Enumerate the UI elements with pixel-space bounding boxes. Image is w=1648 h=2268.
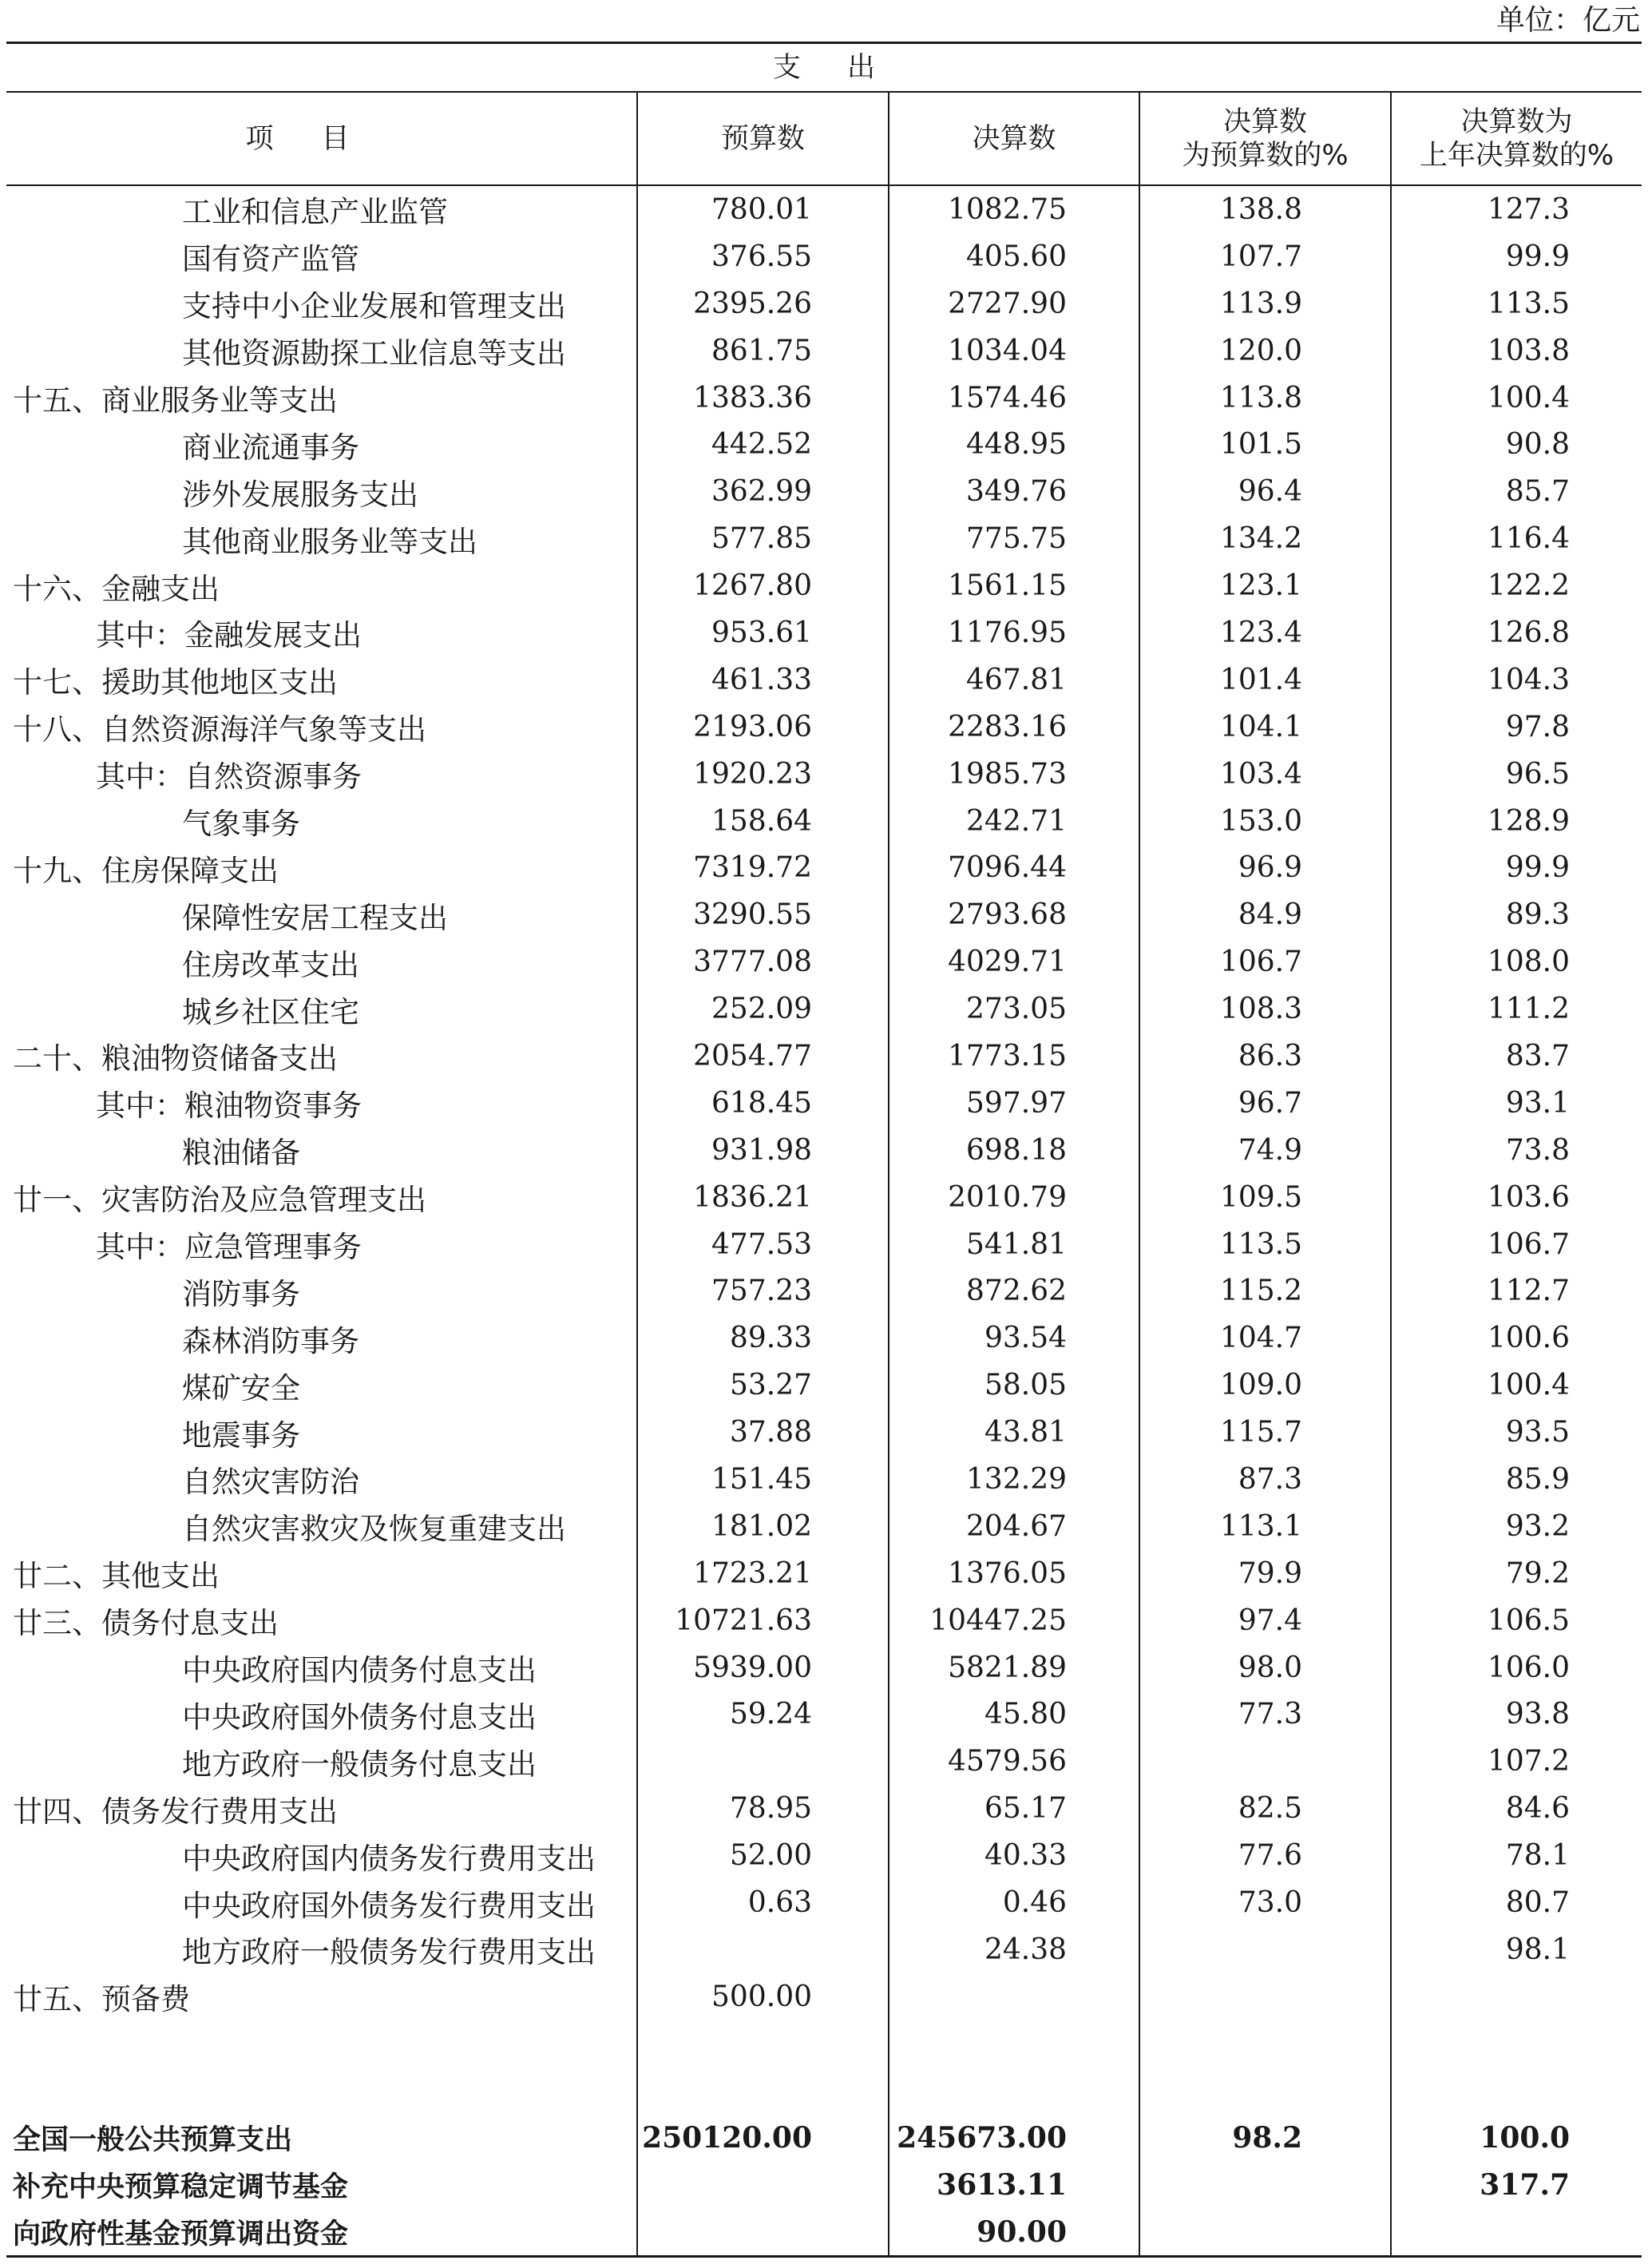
- cell-budget: 376.55: [637, 233, 889, 280]
- cell-item: 其中：粮油物资事务: [96, 1088, 362, 1124]
- table-row: [6, 1691, 1642, 1739]
- cell-final: 5821.89: [889, 1644, 1139, 1691]
- cell-pct-budget: 101.4: [1139, 656, 1391, 704]
- table-row: [6, 1456, 1642, 1503]
- cell-final: 1034.04: [889, 327, 1139, 375]
- cell-pct-prev: 122.2: [1391, 562, 1642, 609]
- cell-pct-budget: 106.7: [1139, 938, 1391, 985]
- table-row: [6, 656, 1642, 704]
- table-row: [6, 1409, 1642, 1456]
- table-row: [6, 609, 1642, 656]
- cell-budget: 151.45: [637, 1456, 889, 1503]
- cell-budget: 1723.21: [637, 1550, 889, 1597]
- cell-pct-prev: 93.1: [1391, 1080, 1642, 1127]
- cell-budget: 2054.77: [637, 1033, 889, 1080]
- cell-pct-prev: 83.7: [1391, 1033, 1642, 1080]
- cell-budget: 10721.63: [637, 1597, 889, 1644]
- cell-pct-budget: [1139, 1926, 1391, 1973]
- table-row: [6, 1926, 1642, 1973]
- table-body: [6, 185, 1642, 2257]
- column-header-row: [6, 92, 1642, 185]
- table-row: [6, 1033, 1642, 1080]
- cell-final: 0.46: [889, 1879, 1139, 1926]
- cell-pct-prev: 93.5: [1391, 1409, 1642, 1456]
- cell-final: 7096.44: [889, 844, 1139, 891]
- cell-pct-budget: 113.9: [1139, 280, 1391, 327]
- cell-budget: 861.75: [637, 327, 889, 375]
- cell-pct-prev: 126.8: [1391, 609, 1642, 656]
- cell-pct-budget: 96.9: [1139, 844, 1391, 891]
- col-header-final: 决算数: [889, 92, 1139, 185]
- cell-pct-budget: 74.9: [1139, 1127, 1391, 1174]
- cell-final: 132.29: [889, 1456, 1139, 1503]
- cell-budget: 89.33: [637, 1314, 889, 1362]
- cell-pct-prev: 98.1: [1391, 1926, 1642, 1973]
- cell-pct-prev: 317.7: [1391, 2162, 1642, 2209]
- cell-pct-prev: 107.2: [1391, 1738, 1642, 1785]
- cell-pct-budget: 113.1: [1139, 1503, 1391, 1550]
- cell-final: 65.17: [889, 1785, 1139, 1832]
- cell-budget: 500.00: [637, 1973, 889, 2020]
- cell-pct-budget: 96.7: [1139, 1080, 1391, 1127]
- cell-final: 405.60: [889, 233, 1139, 280]
- cell-pct-prev: 127.3: [1391, 185, 1642, 233]
- cell-final: 1985.73: [889, 751, 1139, 798]
- cell-pct-budget: 115.2: [1139, 1267, 1391, 1314]
- cell-item: 全国一般公共预算支出: [13, 2123, 293, 2157]
- table-row: [6, 1550, 1642, 1597]
- cell-pct-prev: 100.4: [1391, 1362, 1642, 1409]
- cell-item: 其他商业服务业等支出: [182, 524, 477, 559]
- cell-budget: 52.00: [637, 1832, 889, 1879]
- cell-final: 1176.95: [889, 609, 1139, 656]
- cell-pct-budget: 87.3: [1139, 1456, 1391, 1503]
- cell-item: 地方政府一般债务发行费用支出: [182, 1935, 596, 1970]
- cell-item: 其中：金融发展支出: [96, 618, 362, 653]
- cell-pct-prev: 97.8: [1391, 704, 1642, 751]
- cell-pct-prev: 116.4: [1391, 515, 1642, 562]
- cell-pct-prev: 79.2: [1391, 1550, 1642, 1597]
- cell-pct-budget: 77.6: [1139, 1832, 1391, 1879]
- table-row: [6, 1973, 1642, 2020]
- cell-pct-budget: 120.0: [1139, 327, 1391, 375]
- cell-pct-prev: 106.7: [1391, 1221, 1642, 1268]
- cell-item: 廿五、预备费: [13, 1982, 190, 2017]
- table-row: [6, 1832, 1642, 1879]
- table-row: [6, 1879, 1642, 1926]
- cell-pct-prev: 80.7: [1391, 1879, 1642, 1926]
- cell-pct-budget: 109.0: [1139, 1362, 1391, 1409]
- cell-budget: 1920.23: [637, 751, 889, 798]
- cell-final: 448.95: [889, 421, 1139, 468]
- cell-pct-prev: 78.1: [1391, 1832, 1642, 1879]
- cell-budget: 78.95: [637, 1785, 889, 1832]
- table-row: [6, 421, 1642, 468]
- cell-pct-prev: [1391, 2209, 1642, 2257]
- cell-pct-budget: 96.4: [1139, 468, 1391, 515]
- cell-item: 十九、住房保障支出: [13, 853, 279, 888]
- table-row: [6, 938, 1642, 985]
- cell-pct-prev: 104.3: [1391, 656, 1642, 704]
- cell-pct-prev: 90.8: [1391, 421, 1642, 468]
- cell-pct-budget: 123.1: [1139, 562, 1391, 609]
- cell-item: 中央政府国内债务发行费用支出: [182, 1841, 596, 1876]
- col-header-pct-prev-line1: 决算数为: [1460, 105, 1573, 138]
- cell-final: 90.00: [889, 2209, 1139, 2257]
- cell-pct-budget: 153.0: [1139, 798, 1391, 845]
- cell-pct-budget: 82.5: [1139, 1785, 1391, 1832]
- cell-budget: 37.88: [637, 1409, 889, 1456]
- cell-pct-prev: 93.2: [1391, 1503, 1642, 1550]
- table-row: [6, 1362, 1642, 1409]
- table-row: [6, 751, 1642, 798]
- table-row: [6, 1644, 1642, 1691]
- cell-item: 十六、金融支出: [13, 571, 220, 606]
- cell-budget: [637, 1926, 889, 1973]
- table-row: [6, 185, 1642, 233]
- cell-budget: 0.63: [637, 1879, 889, 1926]
- cell-budget: [637, 2209, 889, 2257]
- cell-pct-prev: 128.9: [1391, 798, 1642, 845]
- cell-pct-prev: 96.5: [1391, 751, 1642, 798]
- cell-item: 地震事务: [182, 1418, 300, 1453]
- spacer-cell: [1139, 2020, 1391, 2115]
- table-row: [6, 1221, 1642, 1268]
- col-header-pct-budget: [1139, 92, 1391, 185]
- cell-budget: 931.98: [637, 1127, 889, 1174]
- cell-budget: 2395.26: [637, 280, 889, 327]
- unit-label: 单位：亿元: [1495, 4, 1640, 37]
- cell-final: 245673.00: [889, 2115, 1139, 2162]
- cell-budget: 577.85: [637, 515, 889, 562]
- cell-pct-prev: [1391, 1973, 1642, 2020]
- total-row: [6, 2162, 1642, 2209]
- cell-final: 872.62: [889, 1267, 1139, 1314]
- col-header-item: [6, 92, 637, 185]
- cell-budget: 250120.00: [637, 2115, 889, 2162]
- cell-final: 467.81: [889, 656, 1139, 704]
- group-header: 支出: [6, 43, 1642, 93]
- cell-item: 支持中小企业发展和管理支出: [182, 289, 566, 324]
- table-row: [6, 375, 1642, 422]
- cell-item: 廿四、债务发行费用支出: [13, 1794, 338, 1829]
- cell-item: 廿三、债务付息支出: [13, 1606, 279, 1641]
- cell-item: 十八、自然资源海洋气象等支出: [13, 712, 426, 747]
- cell-item: 涉外发展服务支出: [182, 477, 418, 512]
- cell-final: 2010.79: [889, 1174, 1139, 1221]
- cell-item: 气象事务: [182, 807, 300, 842]
- cell-pct-budget: 138.8: [1139, 185, 1391, 233]
- cell-final: 1561.15: [889, 562, 1139, 609]
- cell-budget: 3290.55: [637, 891, 889, 938]
- table-row: [6, 1174, 1642, 1221]
- cell-pct-budget: 113.5: [1139, 1221, 1391, 1268]
- cell-final: 1082.75: [889, 185, 1139, 233]
- cell-item: 中央政府国内债务付息支出: [182, 1653, 537, 1688]
- cell-pct-prev: 112.7: [1391, 1267, 1642, 1314]
- cell-final: 10447.25: [889, 1597, 1139, 1644]
- table-row: [6, 891, 1642, 938]
- table-row: [6, 1267, 1642, 1314]
- expenditure-table: [6, 42, 1642, 2258]
- table-row: [6, 704, 1642, 751]
- cell-final: 2793.68: [889, 891, 1139, 938]
- cell-pct-budget: 97.4: [1139, 1597, 1391, 1644]
- cell-budget: 442.52: [637, 421, 889, 468]
- cell-pct-prev: 73.8: [1391, 1127, 1642, 1174]
- table-row: [6, 1597, 1642, 1644]
- cell-pct-budget: [1139, 2209, 1391, 2257]
- cell-final: 93.54: [889, 1314, 1139, 1362]
- cell-pct-budget: 101.5: [1139, 421, 1391, 468]
- cell-item: 廿二、其他支出: [13, 1559, 220, 1594]
- cell-item: 中央政府国外债务发行费用支出: [182, 1888, 596, 1923]
- col-header-pct-budget-line2: 为预算数的%: [1182, 139, 1349, 172]
- cell-pct-prev: 106.0: [1391, 1644, 1642, 1691]
- cell-item: 补充中央预算稳定调节基金: [13, 2171, 349, 2204]
- cell-final: 698.18: [889, 1127, 1139, 1174]
- table-row: [6, 1080, 1642, 1127]
- cell-final: 349.76: [889, 468, 1139, 515]
- cell-item: 其中：应急管理事务: [96, 1230, 362, 1265]
- cell-pct-prev: 93.8: [1391, 1691, 1642, 1739]
- col-header-item-label: 项目: [245, 122, 398, 155]
- cell-final: 4579.56: [889, 1738, 1139, 1785]
- cell-final: 43.81: [889, 1409, 1139, 1456]
- total-row: [6, 2115, 1642, 2162]
- cell-pct-budget: 77.3: [1139, 1691, 1391, 1739]
- cell-budget: 181.02: [637, 1503, 889, 1550]
- spacer-cell: [637, 2020, 889, 2115]
- table-row: [6, 798, 1642, 845]
- table-row: [6, 1738, 1642, 1785]
- spacer-cell: [6, 2020, 637, 2115]
- total-row: [6, 2209, 1642, 2257]
- cell-item: 煤矿安全: [182, 1370, 300, 1406]
- cell-final: 3613.11: [889, 2162, 1139, 2209]
- cell-pct-budget: 134.2: [1139, 515, 1391, 562]
- cell-final: 2727.90: [889, 280, 1139, 327]
- cell-final: 24.38: [889, 1926, 1139, 1973]
- cell-item: 廿一、灾害防治及应急管理支出: [13, 1183, 426, 1218]
- cell-item: 住房改革支出: [182, 947, 359, 982]
- cell-item: 向政府性基金预算调出资金: [6, 2209, 637, 2257]
- col-header-pct-prev: [1391, 92, 1642, 185]
- cell-final: 40.33: [889, 1832, 1139, 1879]
- cell-item: 地方政府一般债务付息支出: [182, 1747, 537, 1782]
- cell-pct-budget: 104.7: [1139, 1314, 1391, 1362]
- cell-item: 消防事务: [182, 1276, 300, 1311]
- cell-pct-prev: 85.9: [1391, 1456, 1642, 1503]
- cell-item: 城乡社区住宅: [182, 994, 359, 1029]
- cell-pct-prev: 85.7: [1391, 468, 1642, 515]
- cell-final: 1773.15: [889, 1033, 1139, 1080]
- cell-pct-budget: 123.4: [1139, 609, 1391, 656]
- cell-pct-budget: 73.0: [1139, 1879, 1391, 1926]
- cell-pct-budget: 103.4: [1139, 751, 1391, 798]
- cell-item: 其中：自然资源事务: [96, 759, 362, 795]
- col-header-budget: 预算数: [637, 92, 889, 185]
- cell-item: 中央政府国外债务付息支出: [182, 1699, 537, 1735]
- cell-item: 商业流通事务: [182, 430, 359, 465]
- cell-final: 58.05: [889, 1362, 1139, 1409]
- cell-pct-budget: 98.0: [1139, 1644, 1391, 1691]
- table-row: [6, 985, 1642, 1033]
- cell-pct-prev: 99.9: [1391, 844, 1642, 891]
- table-row: [6, 844, 1642, 891]
- cell-pct-budget: 79.9: [1139, 1550, 1391, 1597]
- cell-item: 十七、援助其他地区支出: [13, 665, 338, 700]
- spacer-row: [6, 2020, 1642, 2115]
- table-row: [6, 515, 1642, 562]
- cell-item: 粮油储备: [182, 1136, 300, 1171]
- cell-final: 4029.71: [889, 938, 1139, 985]
- cell-budget: 1267.80: [637, 562, 889, 609]
- table-row: [6, 562, 1642, 609]
- cell-budget: 158.64: [637, 798, 889, 845]
- cell-budget: 1836.21: [637, 1174, 889, 1221]
- cell-pct-budget: 84.9: [1139, 891, 1391, 938]
- table-row: [6, 1785, 1642, 1832]
- col-header-pct-budget-line1: 决算数: [1222, 105, 1307, 138]
- cell-pct-budget: 108.3: [1139, 985, 1391, 1033]
- cell-pct-prev: 84.6: [1391, 1785, 1642, 1832]
- cell-pct-budget: 104.1: [1139, 704, 1391, 751]
- cell-item: 二十、粮油物资储备支出: [13, 1041, 338, 1077]
- cell-pct-prev: 108.0: [1391, 938, 1642, 985]
- cell-item: 工业和信息产业监管: [182, 195, 448, 230]
- cell-item: 国有资产监管: [182, 242, 359, 277]
- spacer-cell: [889, 2020, 1139, 2115]
- cell-item: 其他资源勘探工业信息等支出: [182, 336, 566, 371]
- group-header-row: [6, 43, 1642, 93]
- cell-pct-prev: 100.0: [1391, 2115, 1642, 2162]
- spacer-cell: [1391, 2020, 1642, 2115]
- cell-budget: 5939.00: [637, 1644, 889, 1691]
- cell-budget: 953.61: [637, 609, 889, 656]
- cell-pct-prev: 100.4: [1391, 375, 1642, 422]
- cell-budget: 618.45: [637, 1080, 889, 1127]
- cell-pct-budget: 109.5: [1139, 1174, 1391, 1221]
- cell-final: 273.05: [889, 985, 1139, 1033]
- cell-budget: [637, 2162, 889, 2209]
- cell-budget: 53.27: [637, 1362, 889, 1409]
- cell-pct-budget: 115.7: [1139, 1409, 1391, 1456]
- cell-budget: 2193.06: [637, 704, 889, 751]
- cell-pct-prev: 113.5: [1391, 280, 1642, 327]
- cell-item: 森林消防事务: [182, 1323, 359, 1358]
- cell-budget: 3777.08: [637, 938, 889, 985]
- table-row: [6, 1314, 1642, 1362]
- cell-pct-budget: [1139, 1973, 1391, 2020]
- cell-pct-budget: 107.7: [1139, 233, 1391, 280]
- cell-budget: 757.23: [637, 1267, 889, 1314]
- table-row: [6, 1503, 1642, 1550]
- cell-item: 自然灾害救灾及恢复重建支出: [182, 1512, 566, 1547]
- cell-final: 242.71: [889, 798, 1139, 845]
- cell-item: 保障性安居工程支出: [182, 900, 448, 935]
- cell-budget: 1383.36: [637, 375, 889, 422]
- cell-pct-prev: 89.3: [1391, 891, 1642, 938]
- cell-pct-prev: 106.5: [1391, 1597, 1642, 1644]
- cell-final: 204.67: [889, 1503, 1139, 1550]
- cell-pct-budget: 98.2: [1139, 2115, 1391, 2162]
- cell-final: 597.97: [889, 1080, 1139, 1127]
- cell-budget: 461.33: [637, 656, 889, 704]
- cell-final: 541.81: [889, 1221, 1139, 1268]
- cell-pct-prev: 111.2: [1391, 985, 1642, 1033]
- cell-final: 1376.05: [889, 1550, 1139, 1597]
- cell-pct-prev: 100.6: [1391, 1314, 1642, 1362]
- table-row: [6, 1127, 1642, 1174]
- cell-pct-budget: [1139, 1738, 1391, 1785]
- cell-pct-budget: [1139, 2162, 1391, 2209]
- cell-budget: 477.53: [637, 1221, 889, 1268]
- cell-pct-prev: 99.9: [1391, 233, 1642, 280]
- cell-budget: 59.24: [637, 1691, 889, 1739]
- cell-pct-prev: 103.8: [1391, 327, 1642, 375]
- cell-pct-budget: 113.8: [1139, 375, 1391, 422]
- table-row: [6, 468, 1642, 515]
- cell-budget: [637, 1738, 889, 1785]
- cell-final: [889, 1973, 1139, 2020]
- table-row: [6, 280, 1642, 327]
- cell-item: 十五、商业服务业等支出: [13, 383, 338, 418]
- cell-budget: 780.01: [637, 185, 889, 233]
- cell-item: 自然灾害防治: [182, 1465, 359, 1500]
- cell-budget: 252.09: [637, 985, 889, 1033]
- cell-budget: 7319.72: [637, 844, 889, 891]
- table-row: [6, 327, 1642, 375]
- cell-pct-budget: 86.3: [1139, 1033, 1391, 1080]
- cell-final: 45.80: [889, 1691, 1139, 1739]
- table-row: [6, 233, 1642, 280]
- cell-final: 1574.46: [889, 375, 1139, 422]
- cell-budget: 362.99: [637, 468, 889, 515]
- cell-final: 775.75: [889, 515, 1139, 562]
- cell-final: 2283.16: [889, 704, 1139, 751]
- cell-pct-prev: 103.6: [1391, 1174, 1642, 1221]
- col-header-pct-prev-line2: 上年决算数的%: [1419, 139, 1614, 172]
